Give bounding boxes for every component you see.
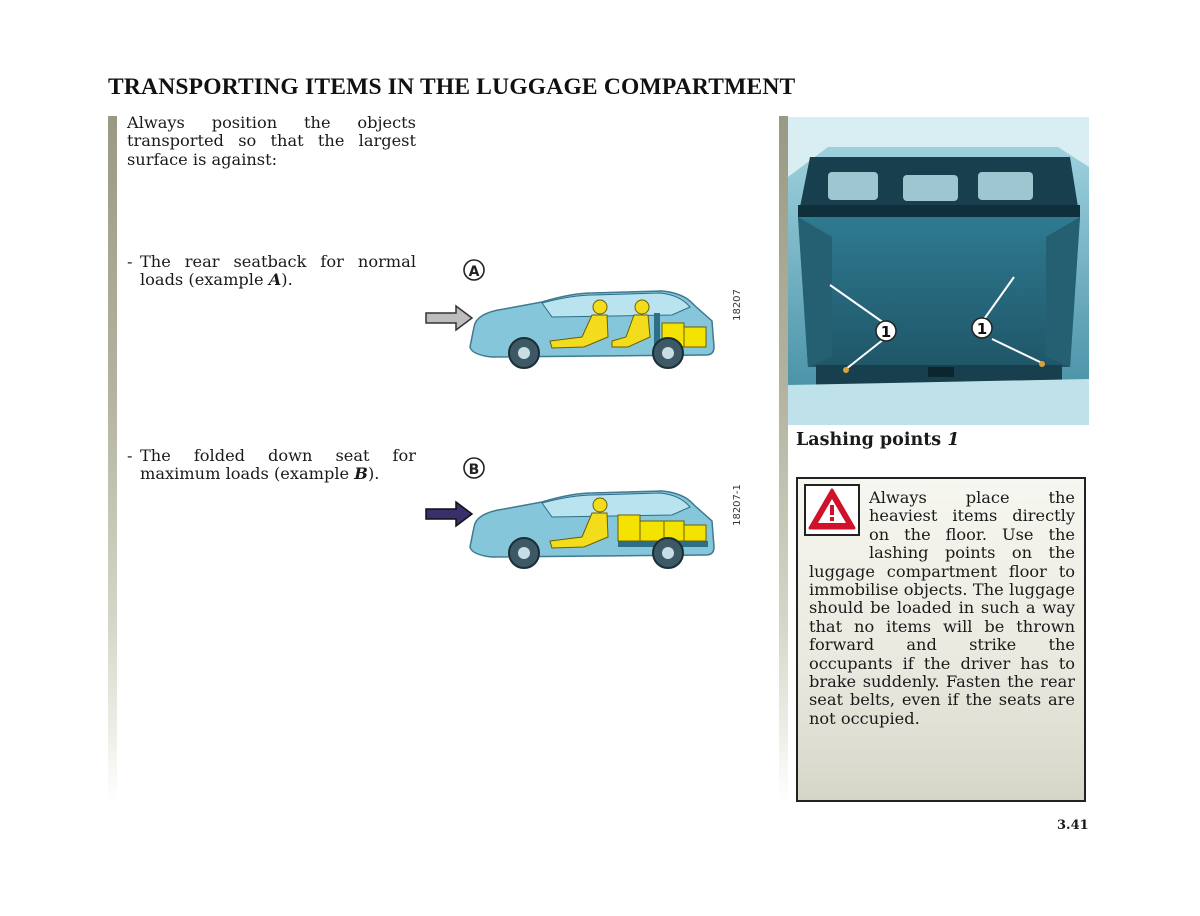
figure-code: 18207-1 <box>732 484 743 526</box>
car-diagram-b <box>422 455 752 575</box>
middle-margin-bar <box>779 116 788 806</box>
figure-code: 18207 <box>732 289 743 321</box>
page-title: TRANSPORTING ITEMS IN THE LUGGAGE COMPARTMENT <box>108 74 796 100</box>
bullet-maximum-loads <box>127 447 416 484</box>
arrow-icon <box>426 502 472 526</box>
figure-letter: A <box>468 264 480 280</box>
left-margin-bar <box>108 116 117 806</box>
bullet-normal-loads <box>127 253 416 290</box>
page-number: 3.41 <box>1057 818 1089 833</box>
bullet-text: The folded down seat for maximum loads (example B). <box>140 446 416 484</box>
bullet-dash: - <box>127 446 133 465</box>
bullet-dash: - <box>127 252 133 271</box>
warning-box <box>796 477 1086 802</box>
luggage-compartment-photo <box>788 117 1089 425</box>
intro-paragraph: Always position the objects transported so that the largest surface is against: <box>127 113 416 169</box>
marker-label: 1 <box>976 320 988 338</box>
arrow-icon <box>426 306 472 330</box>
marker-label: 1 <box>880 323 892 341</box>
car-diagram-a <box>422 255 752 375</box>
bullet-text: The rear seatback for normal loads (example A). <box>140 252 416 290</box>
photo-caption: Lashing points 1 <box>796 430 960 450</box>
figure-letter: B <box>468 462 480 478</box>
warning-text: Always place the heaviest items directly on the floor. Use the lashing points on the luggage compartment floor to immobilise objects. The luggage should be loaded in such a way that no items will be thrown forward and strike the occupants if the driver has to brake suddenly. Fasten the rear seat belts, even if the seats are not occupied. <box>809 488 1075 728</box>
